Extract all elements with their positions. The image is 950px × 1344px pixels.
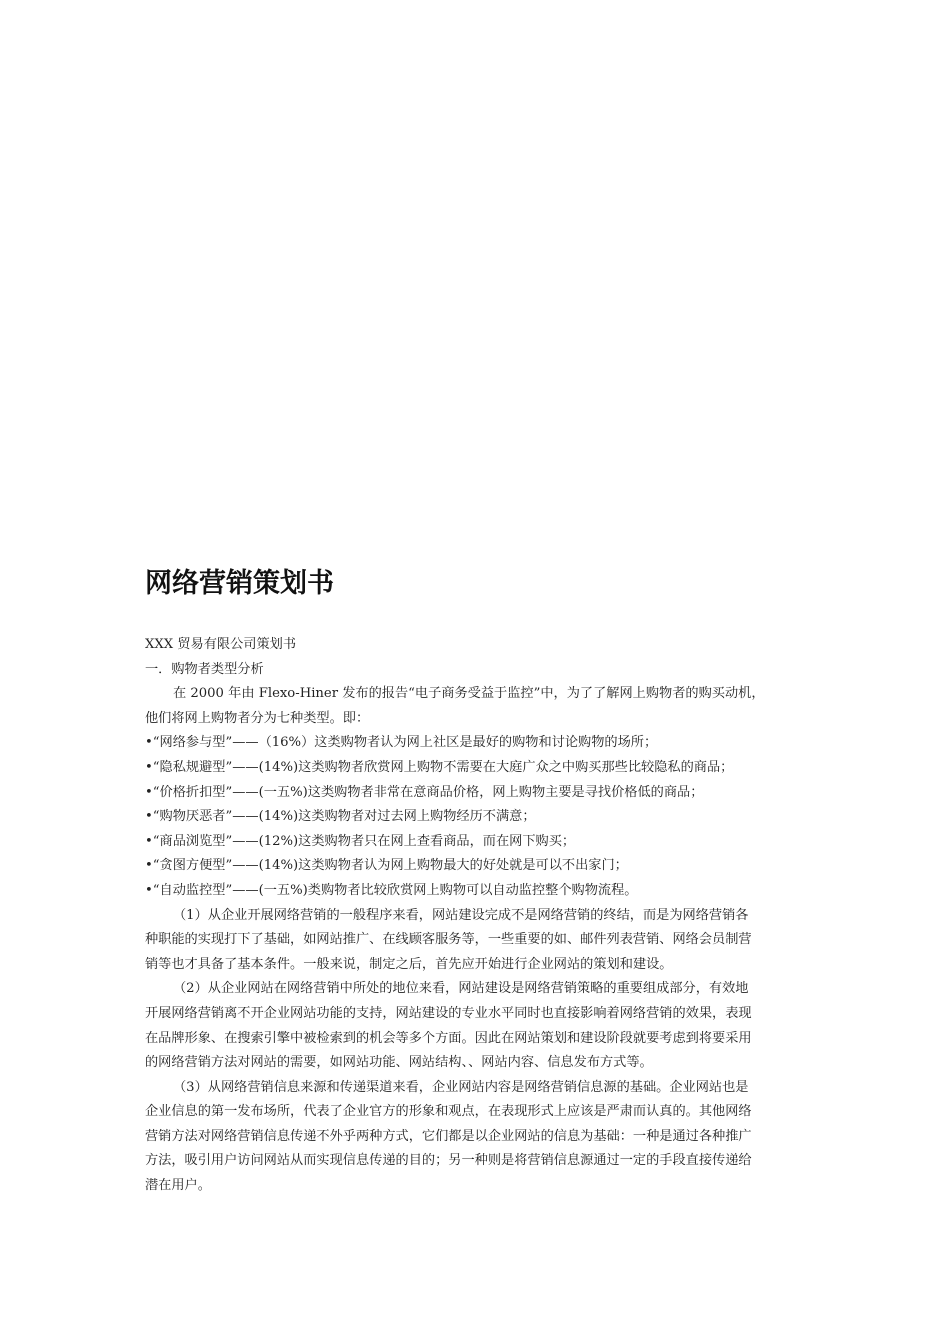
paragraph-2-line: 在品牌形象、在搜索引擎中被检索到的机会等多个方面。因此在网站策划和建设阶段就要考虑到将要采用 xyxy=(145,1030,752,1046)
paragraph-1-line: 销等也才具备了基本条件。一般来说，制定之后，首先应开始进行企业网站的策划和建设。 xyxy=(145,956,673,972)
bullet-item: •“自动监控型”——(一五%)类购物者比较欣赏网上购物可以自动监控整个购物流程。 xyxy=(145,882,638,898)
paragraph-3-line: 营销方法对网络营销信息传递不外乎两种方式，它们都是以企业网站的信息为基础：一种是通过各种推广 xyxy=(145,1128,752,1144)
paragraph-3-line: 潜在用户。 xyxy=(145,1178,211,1194)
bullet-item: •“购物厌恶者”——(14%)这类购物者对过去网上购物经历不满意； xyxy=(145,809,536,825)
paragraph-1-line: （1）从企业开展网络营销的一般程序来看，网站建设完成不是网络营销的终结，而是为网络营销各 xyxy=(173,907,749,923)
paragraph-3-line: （3）从网络营销信息来源和传递渠道来看，企业网站内容是网络营销信息源的基础。企业网站也是 xyxy=(173,1079,749,1095)
bullet-item: •“商品浏览型”——(12%)这类购物者只在网上查看商品，而在网下购买； xyxy=(145,833,576,849)
bullet-item: •“价格折扣型”——(一五%)这类购物者非常在意商品价格，网上购物主要是寻找价格低的商品； xyxy=(145,784,704,800)
intro-line: 在 2000 年由 Flexo-Hiner 发布的报告“电子商务受益于监控”中，为了了解网上购物者的购买动机， xyxy=(173,686,765,702)
paragraph-3-line: 企业信息的第一发布场所，代表了企业官方的形象和观点，在表现形式上应该是严肃而认真的。其他网络 xyxy=(145,1104,752,1120)
paragraph-2-line: 开展网络营销离不开企业网站功能的支持，网站建设的专业水平同时也直接影响着网络营销的效果，表现 xyxy=(145,1005,752,1021)
paragraph-2-line: （2）从企业网站在网络营销中所处的地位来看，网站建设是网络营销策略的重要组成部分，有效地 xyxy=(173,981,749,997)
section-heading: 一．购物者类型分析 xyxy=(145,661,264,677)
paragraph-1-line: 种职能的实现打下了基础，如网站推广、在线顾客服务等，一些重要的如、邮件列表营销、网络会员制营 xyxy=(145,932,752,948)
document-title: 网络营销策划书 xyxy=(145,568,334,599)
company-subtitle: XXX 贸易有限公司策划书 xyxy=(145,637,297,652)
document-body xyxy=(145,633,817,1199)
intro-line: 他们将网上购物者分为七种类型。即： xyxy=(145,710,370,726)
paragraph-2-line: 的网络营销方法对网站的需要，如网站功能、网站结构、、网站内容、信息发布方式等。 xyxy=(145,1055,653,1071)
bullet-item: •“网络参与型”——（16%）这类购物者认为网上社区是最好的购物和讨论购物的场所； xyxy=(145,735,658,751)
bullet-item: •“贪图方便型”——(14%)这类购物者认为网上购物最大的好处就是可以不出家门； xyxy=(145,858,628,874)
bullet-item: •“隐私规避型”——(14%)这类购物者欣赏网上购物不需要在大庭广众之中购买那些比较隐私的商品； xyxy=(145,759,734,775)
paragraph-3-line: 方法，吸引用户访问网站从而实现信息传递的目的；另一种则是将营销信息源通过一定的手段直接传递给 xyxy=(145,1153,752,1169)
